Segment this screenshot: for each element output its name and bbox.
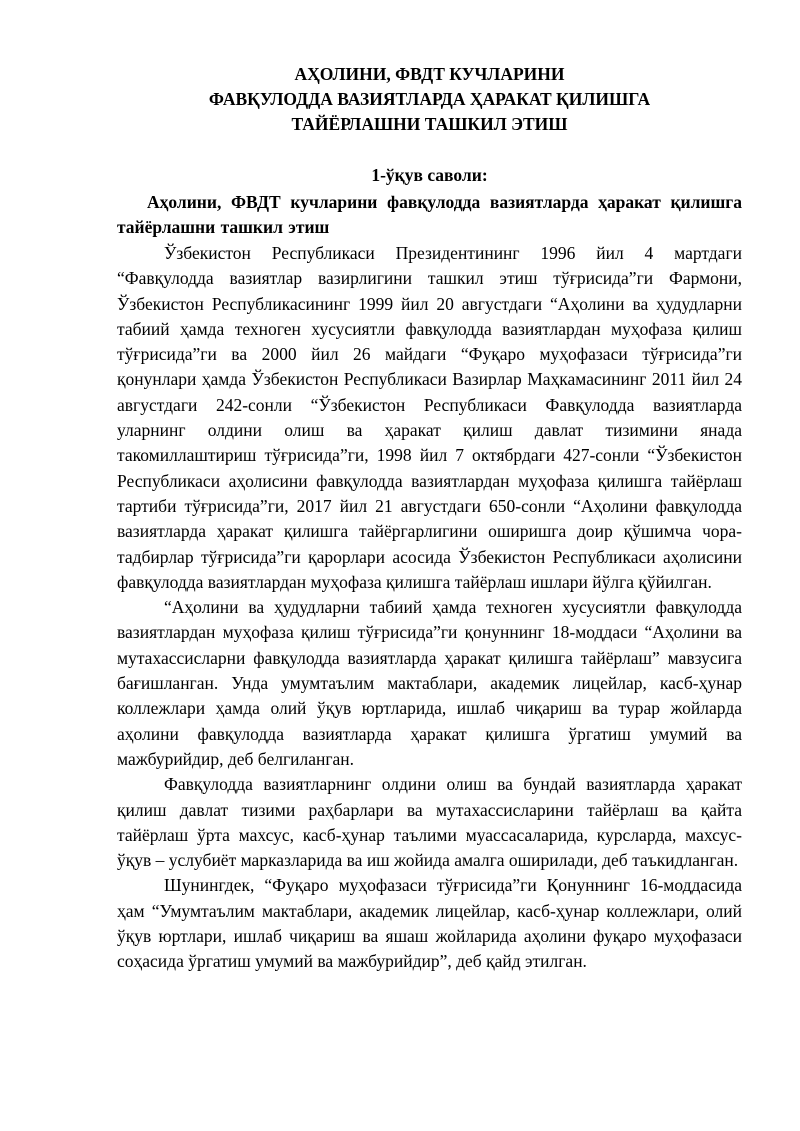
title-line-2: ФАВҚУЛОДДА ВАЗИЯТЛАРДА ҲАРАКАТ ҚИЛИШГА [208, 89, 651, 109]
section-label: 1-ўқув саволи: [371, 165, 488, 185]
paragraph-1: Ўзбекистон Республикаси Президентининг 1996 йил 4 мартдаги “Фавқулодда вазиятлар вазирлигини ташкил этиш тўғрисида”ги Фармони, Ўзбекистон Республикасининг 1999 йил 20 августдаги “Аҳолини ва ҳудудларни табиий ҳамда техноген хусусиятли фавқулодда вазиятлардан муҳофаза қилиш тўғрисида”ги ва 2000 йил 26 майдаги “Фуқаро муҳофазаси тўғрисида”ги қонунлари ҳамда Ўзбекистон Республикаси Вазирлар Маҳкамасининг 2011 йил 24 августдаги 242-сонли “Ўзбекистон Республикаси Фавқулодда вазиятларда уларнинг олдини олиш ва ҳаракат қилиш давлат тизимини янада такомиллаштириш тўғрисида”ги, 1998 йил 7 октябрдаги 427-сонли “Ўзбекистон Республикаси аҳолисини фавқулодда вазиятлардан муҳофаза қилишга тайёрлаш тартиби тўғрисида”ги, 2017 йил 21 августдаги 650-сонли “Аҳолини фавқулодда вазиятларда ҳаракат қилишга тайёргарлигини оширишга доир қўшимча чора-тадбирлар тўғрисида”ги қарорлари асосида Ўзбекистон Республикаси аҳолисини фавқулодда вазиятлардан муҳофаза қилишга тайёрлаш ишлари йўлга қўйилган. [117, 243, 742, 592]
document-title [117, 62, 742, 137]
title-line-1: АҲОЛИНИ, ФВДТ КУЧЛАРИНИ [294, 64, 565, 84]
paragraph-4: Шунингдек, “Фуқаро муҳофазаси тўғрисида”ги Қонуннинг 16-моддасида ҳам “Умумтаълим мактаблари, академик лицейлар, касб-ҳунар коллежлари, олий ўқув юртлари, ишлаб чиқариш ва яшаш жойларида аҳолини фуқаро муҳофазаси соҳасида ўргатиш умумий ва мажбурийдир”, деб қайд этилган. [117, 875, 742, 972]
paragraph-2: “Аҳолини ва ҳудудларни табиий ҳамда техноген хусусиятли фавқулодда вазиятлардан муҳофаза қилиш тўғрисида”ги қонуннинг 18-моддаси “Аҳолини ва мутахассисларни фавқулодда вазиятларда ҳаракат қилишга тайёрлаш” мавзусига бағишланган. Унда умумтаълим мактаблари, академик лицейлар, касб-ҳунар коллежлари ҳамда олий ўқув юртларида, ишлаб чиқариш ва турар жойларда аҳолини фавқулодда вазиятларда ҳаракат қилишга ўргатиш умумий ва мажбурийдир, деб белгиланган. [117, 597, 742, 769]
body-text [117, 241, 742, 975]
document-content [117, 62, 742, 975]
title-line-3: ТАЙЁРЛАШНИ ТАШКИЛ ЭТИШ [291, 114, 568, 134]
paragraph-3: Фавқулодда вазиятларнинг олдини олиш ва бундай вазиятларда ҳаракат қилиш давлат тизими раҳбарлари ва мутахассисларини тайёрлаш ва қайта тайёрлаш ўрта махсус, касб-ҳунар таълими муассасаларида, курсларда, махсус-ўқув – услубиёт марказларида ва иш жойида амалга оширилади, деб таъкидланган. [117, 774, 742, 871]
section-heading: Аҳолини, ФВДТ кучларини фавқулодда вазиятларда ҳаракат қилишга тайёрлашни ташкил этиш [117, 192, 742, 237]
